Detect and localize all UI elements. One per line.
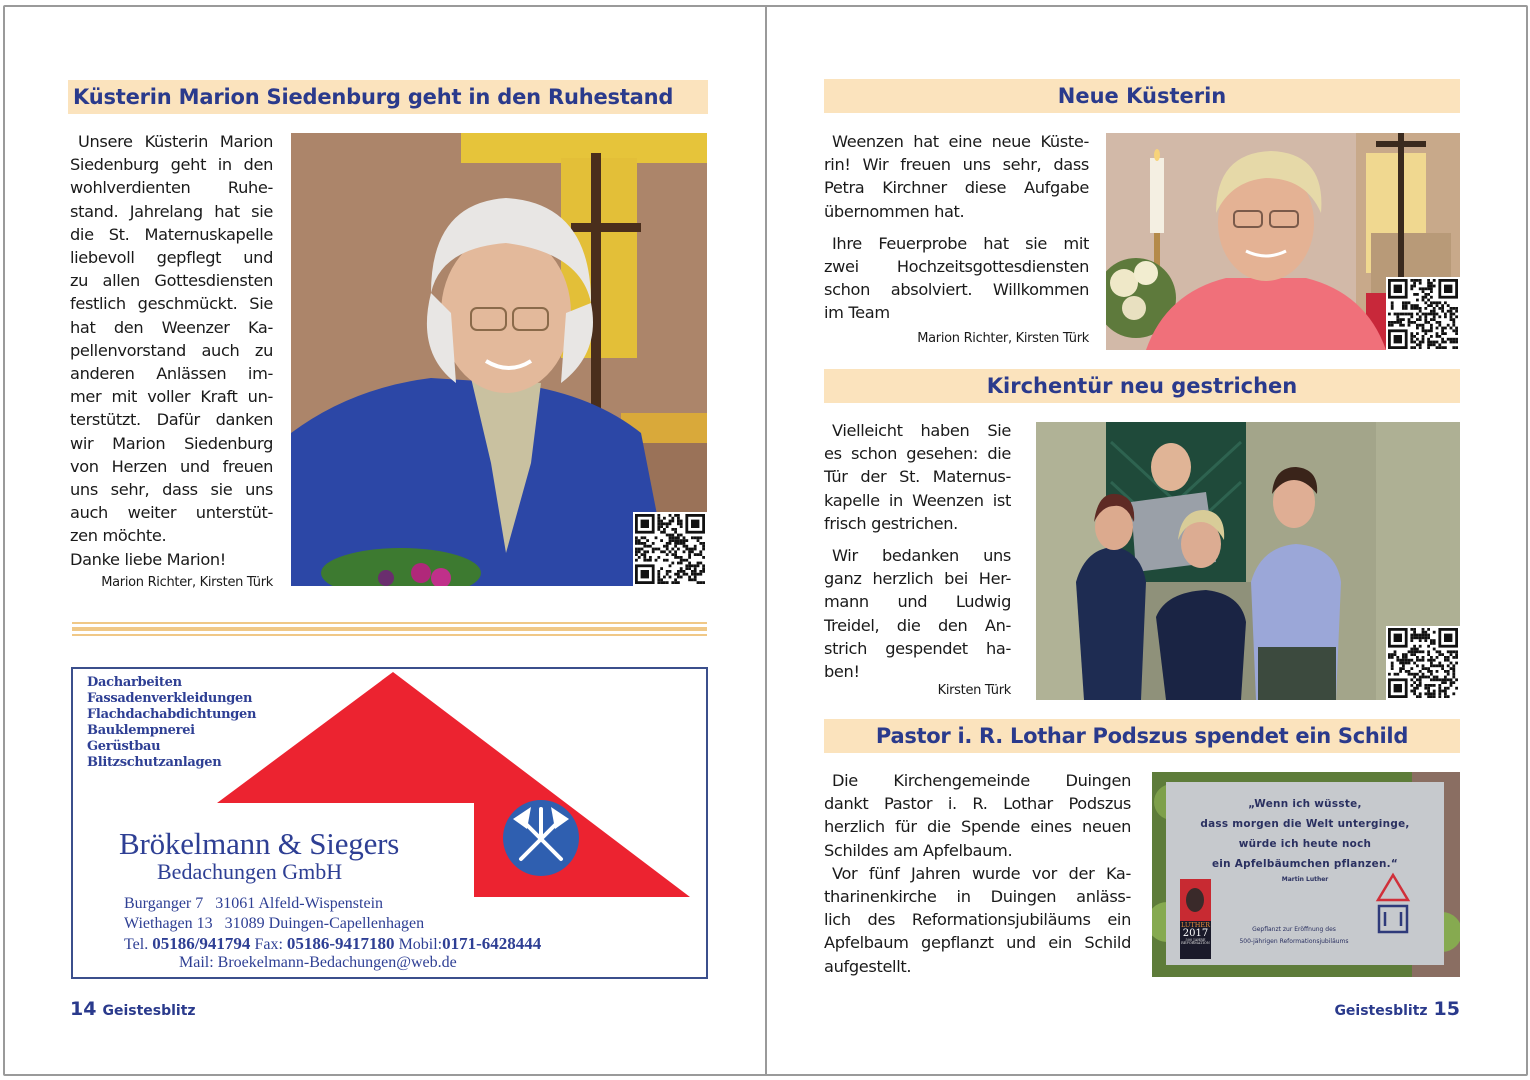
- text-line: lich des Reformationsjubiläums ein: [824, 910, 1131, 930]
- page-footer-left: [70, 998, 196, 1020]
- text-line: terstützt. Dafür danken: [70, 410, 273, 430]
- text-line: tharinenkirche in Duingen anläss-: [824, 887, 1131, 907]
- text-line: zwei Hochzeitsgottesdiensten: [824, 257, 1089, 277]
- title-text: Pastor i. R. Lothar Podszus spendet ein Schild: [875, 724, 1409, 748]
- qr-code-icon: [1388, 279, 1458, 349]
- text-line: wir Marion Siedenburg: [70, 433, 273, 453]
- text-line: es schon gesehen: die: [824, 444, 1011, 464]
- text-line: von Herzen und freuen: [70, 456, 273, 476]
- text-line: Tür der St. Maternus-: [824, 467, 1011, 487]
- article-credit: Kirsten Türk: [937, 683, 1011, 698]
- sign-planted-line: 500-jährigen Reformationsjubiläums: [1239, 938, 1349, 945]
- ad-address-1: Burganger 7 31061 Alfeld-Wispenstein: [124, 895, 384, 912]
- ad-service: Blitzschutzanlagen: [87, 755, 222, 770]
- article-credit: Marion Richter, Kirsten Türk: [101, 575, 273, 590]
- sign-author: Martin Luther: [1281, 876, 1329, 883]
- luther-logo-sub: 500 JAHRE: [1185, 937, 1206, 942]
- divider-rule: [72, 634, 707, 636]
- photo-apfelbaum-schild: [1152, 772, 1460, 977]
- sign-luther-logo: [1180, 922, 1211, 946]
- text-line: liebevoll gepflegt und: [70, 248, 273, 268]
- text-line: im Team: [824, 303, 890, 323]
- luther-logo-year: 2017: [1182, 927, 1209, 939]
- page-spine: [765, 5, 767, 1076]
- text-line: Wir bedanken uns: [832, 546, 1011, 566]
- ad-service: Fassadenverkleidungen: [87, 691, 253, 706]
- ad-address-2: Wiethagen 13 31089 Duingen-Capellenhagen: [124, 915, 425, 932]
- ad-service: Flachdachabdichtungen: [87, 707, 257, 722]
- sign-planted-line: Gepflanzt zur Eröffnung des: [1252, 926, 1336, 933]
- paragraph: [824, 544, 1011, 683]
- text-line: anderen Anlässen im-: [70, 364, 273, 384]
- article-title-podszus: [824, 719, 1460, 753]
- text-line: uns sehr, dass sie uns: [70, 480, 273, 500]
- magazine-name: Geistesblitz: [102, 1003, 196, 1019]
- text-line: schon absolviert. Willkommen: [824, 280, 1089, 300]
- luther-logo-sub: REFORMATION: [1181, 941, 1210, 945]
- ad-service: Gerüstbau: [87, 739, 161, 754]
- magazine-name: Geistesblitz: [1334, 1003, 1428, 1019]
- mobil-label: Mobil:: [398, 936, 443, 953]
- article-body-kirchentuer: [824, 419, 1011, 683]
- article-body-podszus: [824, 769, 1131, 978]
- qr-code[interactable]: [633, 512, 707, 586]
- divider-rule: [72, 627, 707, 631]
- text-line: Die Kirchengemeinde Duingen: [832, 771, 1131, 790]
- sign-quote: [1166, 794, 1444, 874]
- fax-label: Fax:: [254, 936, 283, 953]
- paragraph: [824, 232, 1089, 325]
- qr-code[interactable]: [1386, 277, 1460, 351]
- text-line: zen möchte.: [70, 526, 167, 546]
- text-line: Unsere Küsterin Marion: [78, 132, 273, 151]
- luther-logo-text: LUTHER: [1180, 921, 1211, 929]
- text-line: übernommen hat.: [824, 201, 965, 221]
- article-body-neue-kuesterin: [824, 130, 1089, 325]
- tel-label: Tel.: [124, 936, 149, 953]
- text-line: Vor fünf Jahren wurde vor der Ka-: [832, 863, 1131, 883]
- text-line: aufgestellt.: [824, 956, 912, 976]
- text-line: Weenzen hat eine neue Küste-: [832, 132, 1089, 151]
- text-line: zu allen Gottesdiensten: [70, 271, 273, 291]
- text-line: Apfelbaum gepflanzt und ein Schild: [824, 933, 1131, 953]
- text-line: wohlverdienten Ruhe-: [70, 178, 273, 198]
- page-footer-right: [1334, 998, 1460, 1020]
- text-line: pellenvorstand auch zu: [70, 340, 273, 360]
- divider-rule: [72, 622, 707, 624]
- text-line: ben!: [824, 662, 860, 682]
- ad-services-list: [87, 675, 256, 771]
- text-line: strich gespendet ha-: [824, 638, 1011, 658]
- article-body-ruhestand: [70, 130, 273, 571]
- sign-quote-line: dass morgen die Welt unterginge,: [1200, 818, 1410, 830]
- paragraph: [824, 862, 1131, 978]
- text-line: Siedenburg geht in den: [70, 155, 273, 175]
- text-line: frisch gestrichen.: [824, 513, 958, 533]
- ad-contact-line: [124, 934, 541, 954]
- text-line: Danke liebe Marion!: [70, 549, 226, 569]
- sign-quote-line: „Wenn ich wüsste,: [1248, 798, 1362, 810]
- text-line: rin! Wir freuen uns sehr, dass: [824, 155, 1089, 175]
- sign-quote-line: ein Apfelbäumchen pflanzen.“: [1211, 858, 1399, 870]
- page-number: 15: [1433, 998, 1460, 1020]
- ad-service: Dacharbeiten: [87, 675, 182, 690]
- text-line: festlich geschmückt. Sie: [70, 294, 273, 314]
- sign-quote-line: würde ich heute noch: [1238, 838, 1372, 850]
- text-line: Treidel, die den An-: [824, 615, 1011, 635]
- advertisement-brokelmann-siegers: [71, 667, 708, 979]
- text-line: kapelle in Weenzen ist: [824, 490, 1011, 510]
- paragraph: [824, 130, 1089, 223]
- text-line: herzlich für die Spende eines neuen: [824, 817, 1131, 837]
- title-text: Kirchentür neu gestrichen: [986, 374, 1298, 398]
- article-credit: Marion Richter, Kirsten Türk: [917, 331, 1089, 346]
- paragraph: [824, 769, 1131, 862]
- text-line: mer mit voller Kraft un-: [70, 387, 273, 407]
- ad-service: Bauklempnerei: [87, 723, 195, 738]
- sign-planted: [1214, 924, 1374, 948]
- article-title-neue-kuesterin: [824, 79, 1460, 113]
- title-text: Neue Küsterin: [1057, 84, 1227, 108]
- text-line: stand. Jahrelang hat sie: [70, 201, 273, 221]
- page-number: 14: [70, 998, 97, 1020]
- qr-code[interactable]: [1386, 626, 1460, 700]
- text-line: ganz herzlich bei Her-: [824, 569, 1011, 589]
- text-line: Vielleicht haben Sie: [832, 421, 1011, 440]
- article-title-kirchentuer: [824, 369, 1460, 403]
- ad-mail: Mail: Broekelmann-Bedachungen@web.de: [179, 954, 457, 971]
- text-line: auch weiter unterstüt-: [70, 503, 273, 523]
- text-line: dankt Pastor i. R. Lothar Podszus: [824, 794, 1131, 814]
- text-line: Petra Kirchner diese Aufgabe: [824, 178, 1089, 198]
- paragraph: [824, 419, 1011, 535]
- article-title-ruhestand: [68, 80, 708, 114]
- title-text: Küsterin Marion Siedenburg geht in den Ruhestand: [73, 85, 674, 109]
- fax-number: 05186-9417180: [286, 934, 395, 953]
- qr-code-icon: [635, 514, 705, 584]
- text-line: hat den Weenzer Ka-: [70, 317, 273, 337]
- qr-code-icon: [1388, 628, 1458, 698]
- text-line: Schildes am Apfelbaum.: [824, 840, 1013, 860]
- ad-company-sub: Bedachungen GmbH: [157, 859, 343, 884]
- text-line: Ihre Feuerprobe hat sie mit: [832, 233, 1089, 253]
- ad-company-name: Brökelmann & Siegers: [119, 826, 400, 861]
- text-line: mann und Ludwig: [824, 592, 1011, 612]
- text-line: die St. Maternuskapelle: [70, 224, 273, 244]
- tel-number: 05186/941794: [152, 934, 251, 953]
- mobil-number: 0171-6428444: [442, 934, 542, 953]
